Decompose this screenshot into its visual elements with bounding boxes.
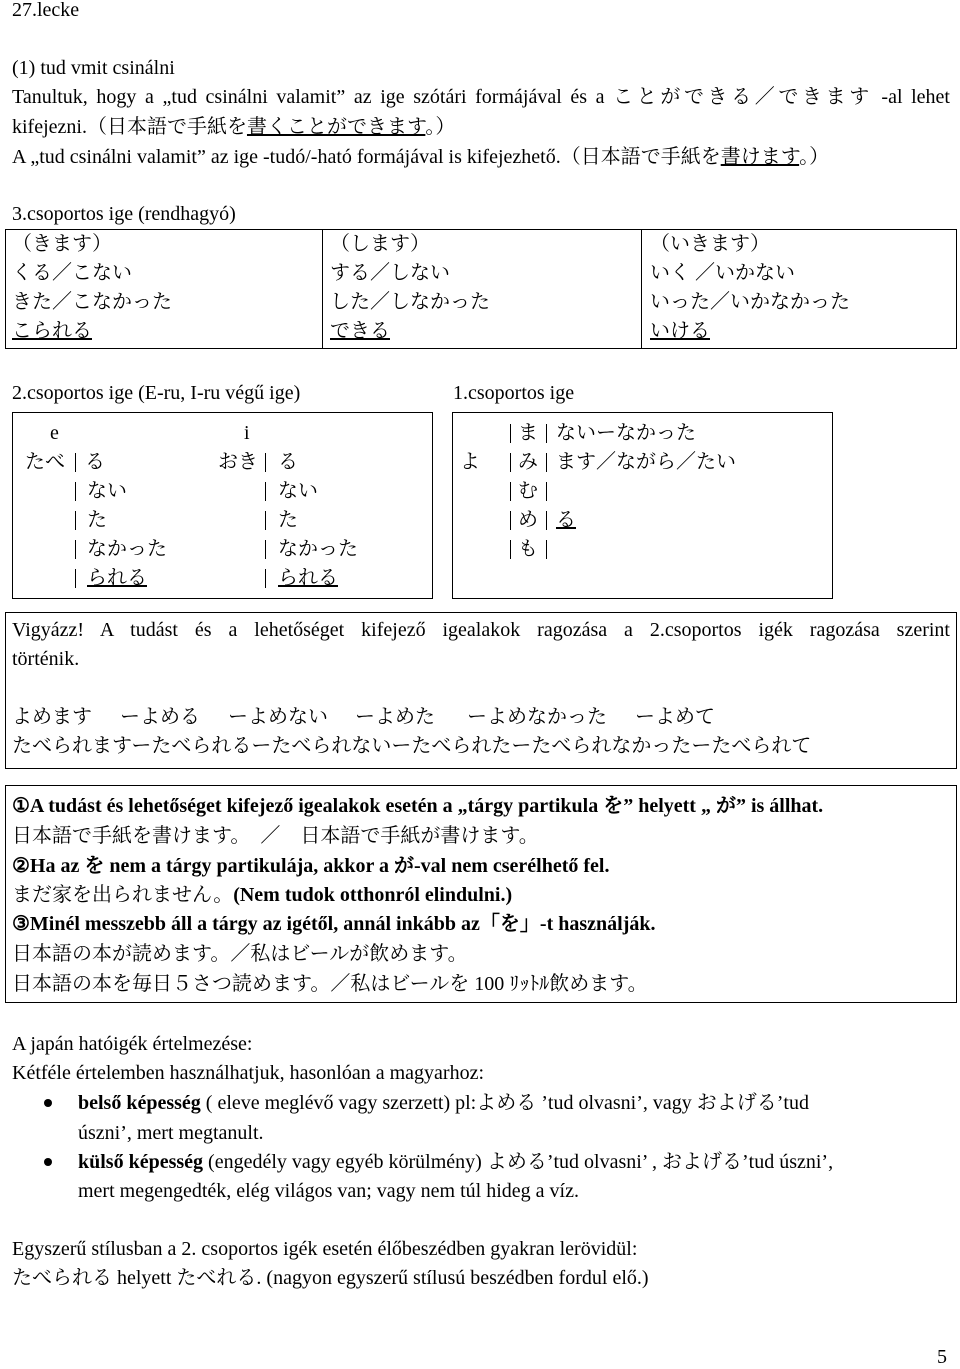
separator-bar: [546, 424, 547, 443]
past-form: いった／いかなかった: [650, 291, 850, 313]
intro-line-2-text: kifejezni.（日本語で手紙を: [12, 116, 247, 138]
bullet-item-2: [78, 1150, 833, 1174]
ending-ru: る: [85, 451, 105, 473]
separator-bar: [75, 569, 76, 588]
dictionary-row: [13, 448, 432, 477]
note-3: ③Minél messzebb áll a tárgy az igétől, annál inkább az「を」-t használják.: [12, 913, 656, 935]
form-rareru: られる: [87, 567, 147, 589]
group1-row: [453, 419, 832, 448]
past-form: した／しなかった: [330, 291, 490, 313]
potential-form: こられる: [12, 320, 92, 342]
bullet-icon: [44, 1099, 52, 1107]
present-form: くる／こない: [12, 262, 132, 284]
note-2-example-translation: (Nem tudok otthonról elindulni.): [233, 884, 513, 906]
bullet-item-1-continuation: úszni’, mert megtanult.: [78, 1122, 264, 1144]
separator-bar: [546, 482, 547, 501]
separator-bar: [510, 482, 511, 501]
intro-line-3: [12, 145, 829, 169]
note-3-example-2: 日本語の本を毎日５さつ読めます。／私はビールを 100 ﾘｯﾄﾙ飲めます。: [12, 973, 648, 995]
stem-tabe: たべ: [25, 451, 65, 473]
kana-mi: み: [518, 451, 538, 473]
present-form: する／しない: [330, 262, 450, 284]
intro-line-2-end: 。）: [425, 116, 456, 138]
bullet-term: külső képesség: [78, 1151, 204, 1173]
form-nakatta: なかった: [278, 538, 358, 560]
vowel-row: [13, 419, 432, 448]
intro-line-3-text: A „tud csinálni valamit” az ige -tudó/-ható formájával is kifejezhető.（日本語で手紙を: [12, 146, 721, 168]
kana-ma: ま: [518, 422, 538, 444]
present-form: いく ／いかない: [650, 262, 795, 284]
group3-heading: 3.csoportos ige (rendhagyó): [12, 203, 236, 225]
lesson-title: 27.lecke: [12, 0, 80, 21]
column-divider: [322, 230, 323, 348]
bullet-text: (engedély vagy egyéb körülmény) よめる’tud olvasni’ , およげる’tud úszni’,: [208, 1151, 834, 1173]
group2-heading: 2.csoportos ige (E-ru, I-ru végű ige): [12, 382, 301, 404]
form-row: [13, 477, 432, 506]
potential-form: いける: [650, 320, 710, 342]
endings: ないーなかった: [556, 422, 696, 444]
yomu-form: ーよめない: [228, 706, 328, 728]
intro-line-1: Tanultuk, hogy a „tud csinálni valamit” az ige szótári formájával és a ことができる／できます -al lehet: [12, 86, 950, 108]
form-ta: た: [278, 509, 298, 531]
page-number: 5: [937, 1346, 947, 1368]
group3-table: [5, 229, 957, 349]
separator-bar: [510, 424, 511, 443]
separator-bar: [546, 540, 547, 559]
section-heading: (1) tud vmit csinálni: [12, 57, 175, 79]
verb-stem: よ: [460, 451, 480, 473]
bullet-icon: [44, 1158, 52, 1166]
group1-row: [453, 535, 832, 564]
separator-bar: [265, 540, 266, 559]
yomu-form: ーよめた: [355, 706, 435, 728]
form-nai: ない: [87, 480, 127, 502]
form-nakatta: なかった: [87, 538, 167, 560]
note-3-example-1: 日本語の本が読めます。／私はビールが飲めます。: [12, 943, 468, 965]
bullet-item-2-continuation: mert megengedték, elég világos van; vagy nem túl hideg a víz.: [78, 1180, 579, 1202]
kana-mu: む: [518, 480, 538, 502]
short-form-line-1: Egyszerű stílusban a 2. csoportos igék esetén élőbeszédben gyakran lerövidül:: [12, 1238, 638, 1260]
note-2-example-japanese: まだ家を出られません。: [12, 884, 234, 906]
separator-bar: [75, 511, 76, 530]
short-form-line-2: たべられる helyett たべれる. (nagyon egyszerű stílusú beszédben fordul elő.): [12, 1267, 649, 1289]
separator-bar: [265, 453, 266, 472]
warning-box: [5, 612, 957, 769]
yomu-form: ーよめる: [120, 706, 200, 728]
vowel-i: i: [244, 422, 250, 444]
vowel-e: e: [50, 422, 59, 444]
group3-column-iku: [650, 230, 850, 346]
interpretation-intro: Kétféle értelemben használhatjuk, hasonlóan a magyarhoz:: [12, 1062, 485, 1084]
bullet-text: ( eleve meglévő vagy szerzett) pl:よめる ’tud olvasni’, vagy およげる’tud: [205, 1092, 809, 1114]
polite-form: （します）: [330, 233, 430, 255]
form-rareru: られる: [278, 567, 338, 589]
form-row: [13, 564, 432, 593]
note-2-example: [12, 883, 512, 907]
endings: る: [556, 509, 576, 531]
group1-heading: 1.csoportos ige: [453, 382, 575, 404]
taberu-forms: たべられますーたべられるーたべられないーたべられたーたべられなかったーたべられて: [12, 735, 812, 757]
ending-ru: る: [278, 451, 298, 473]
separator-bar: [546, 511, 547, 530]
yomu-form: ーよめなかった: [467, 706, 607, 728]
separator-bar: [265, 482, 266, 501]
group3-column-kuru: [12, 230, 172, 346]
polite-form: （きます）: [12, 233, 112, 255]
yomu-form: よめます: [12, 706, 92, 728]
group1-row: [453, 506, 832, 535]
interpretation-heading: A japán hatóigék értelmezése:: [12, 1033, 253, 1055]
endings: ます／ながら／たい: [556, 451, 736, 473]
note-1: ①A tudást és lehetőséget kifejező igealakok esetén a „tárgy partikula を” helyett „ が” is állhat.: [12, 795, 824, 817]
separator-bar: [510, 453, 511, 472]
intro-line-3-end: 。）: [799, 146, 830, 168]
intro-line-2-example: 書くことができます: [246, 116, 426, 138]
intro-line-3-example: 書けます: [720, 146, 800, 168]
separator-bar: [265, 511, 266, 530]
warning-line-2: történik.: [12, 648, 80, 670]
group3-column-suru: [330, 230, 490, 346]
separator-bar: [75, 540, 76, 559]
kana-mo: も: [518, 538, 538, 560]
kana-me: め: [518, 509, 538, 531]
group1-table: [452, 412, 833, 599]
group2-table: [12, 412, 433, 599]
note-1-example: 日本語で手紙を書けます。 ／ 日本語で手紙が書けます。: [12, 825, 539, 847]
group1-row: [453, 448, 832, 477]
form-row: [13, 535, 432, 564]
warning-line-1: Vigyázz! A tudást és a lehetőséget kifejező igealakok ragozása a 2.csoportos igék ragozása szerint: [12, 619, 950, 641]
separator-bar: [265, 569, 266, 588]
bullet-term: belső képesség: [78, 1092, 201, 1114]
form-nai: ない: [278, 480, 318, 502]
column-divider: [641, 230, 642, 348]
separator-bar: [510, 511, 511, 530]
separator-bar: [546, 453, 547, 472]
separator-bar: [75, 482, 76, 501]
polite-form: （いきます）: [650, 233, 770, 255]
potential-form: できる: [330, 320, 390, 342]
past-form: きた／こなかった: [12, 291, 172, 313]
separator-bar: [75, 453, 76, 472]
stem-oki: おき: [218, 451, 258, 473]
intro-line-2: [12, 115, 455, 139]
form-row: [13, 506, 432, 535]
notes-box: [5, 785, 957, 1003]
yomu-form: ーよめて: [635, 706, 715, 728]
bullet-item-1: [78, 1091, 809, 1115]
form-ta: た: [87, 509, 107, 531]
note-2: ②Ha az を nem a tárgy partikulája, akkor a が-val nem cserélhető fel.: [12, 855, 610, 877]
group1-row: [453, 477, 832, 506]
separator-bar: [510, 540, 511, 559]
